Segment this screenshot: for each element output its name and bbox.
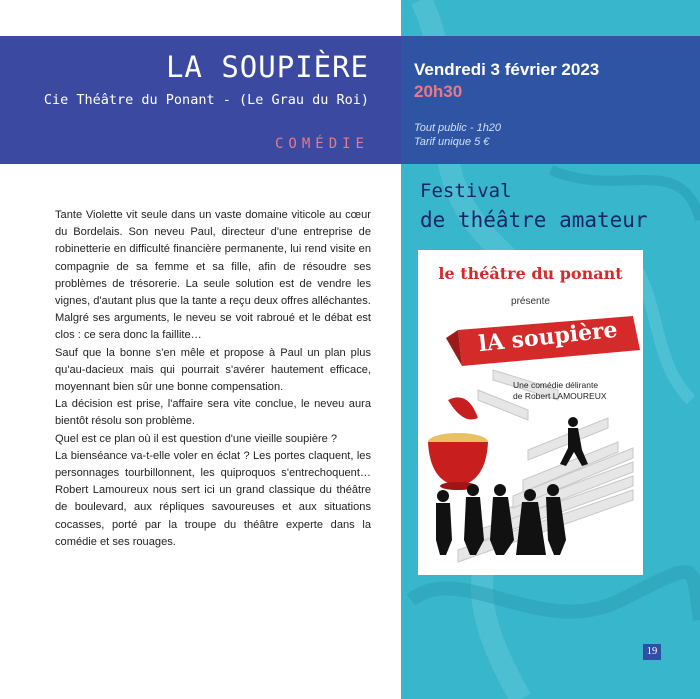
synopsis-paragraph: La décision est prise, l'affaire sera vite conclue, le neveu aura bientôt résolu son problème. <box>55 398 371 428</box>
synopsis-text <box>55 207 371 551</box>
play-poster <box>418 250 643 575</box>
title-header-band <box>0 36 401 164</box>
page-number: 19 <box>643 644 661 660</box>
genre-label: COMÉDIE <box>274 136 369 152</box>
event-time: 20h30 <box>414 82 463 101</box>
synopsis-paragraph: Sauf que la bonne s'en mêle et propose à Paul un plan plus qu'au-dacieux mais qui pourrait s'avérer hautement efficace, moyennant bien sûr une bonne compensation. <box>55 346 371 394</box>
event-audience: Tout public - 1h20 <box>414 122 502 134</box>
event-price: Tarif unique 5 € <box>414 136 490 148</box>
synopsis-paragraph: La bienséance va-t-elle voler en éclat ? Les portes claquent, les personnages tourbillonnent, les quiproquos s'entrechoquent… Robert Lamoureux nous sert ici un grand classique du théâtre de boulevard, aux répliques savoureuses et aux situations cocasses, porté par la troupe du théâtre experte dans la comédie et ses rouages. <box>55 449 371 548</box>
poster-company-name: le théâtre du ponant <box>438 264 623 283</box>
event-info-band <box>401 36 700 164</box>
synopsis-paragraph: Tante Violette vit seule dans un vaste domaine viticole au cœur du Bordelais. Son neveu Paul, directeur d'une entreprise de robinetterie en difficulté financière permanente, lui rend visite en compagnie de sa femme et sa fille, afin de résoudre ses problèmes de trésorerie. La seule solution est de vendre les vignes, d'autant plus que la tante a reçu deux offres alléchantes. <box>55 209 371 308</box>
event-date: Vendredi 3 février 2023 <box>414 60 600 79</box>
poster-subtitle-line1: Une comédie délirante <box>513 380 599 390</box>
poster-presents: présente <box>511 296 550 307</box>
poster-title: lA soupière <box>477 316 619 358</box>
synopsis-paragraph: Quel est ce plan où il est question d'une vieille soupière ? <box>55 432 338 445</box>
poster-subtitle-line2: de Robert LAMOUREUX <box>513 391 607 401</box>
festival-label-line2: de théâtre amateur <box>420 208 648 232</box>
synopsis-paragraph: Malgré ses arguments, le neveu se voit rabroué et le débat est clos : ce sera donc la faillite… <box>55 312 371 342</box>
festival-label-line1: Festival <box>420 180 512 202</box>
play-title: LA SOUPIÈRE <box>165 50 369 84</box>
company-name: Cie Théâtre du Ponant - (Le Grau du Roi) <box>43 92 369 108</box>
